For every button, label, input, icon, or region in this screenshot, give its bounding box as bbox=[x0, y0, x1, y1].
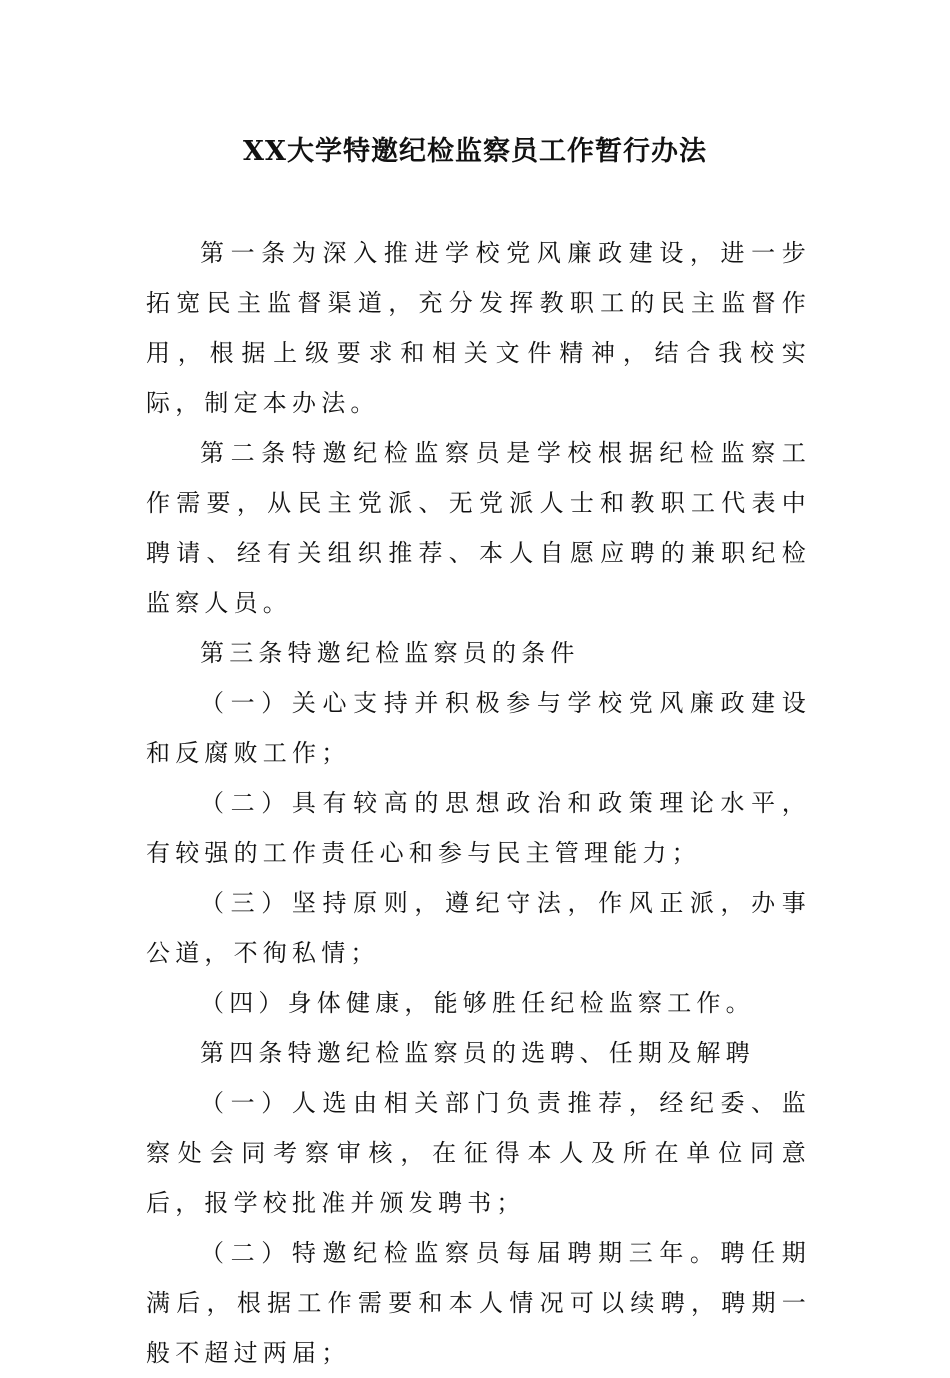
article-2-paragraph: 第二条特邀纪检监察员是学校根据纪检监察工作需要，从民主党派、无党派人士和教职工代表中聘请、经有关组织推荐、本人自愿应聘的兼职纪检监察人员。 bbox=[146, 439, 811, 617]
document-title: XX大学特邀纪检监察员工作暂行办法 bbox=[243, 136, 707, 167]
article-4-item-2: （二）特邀纪检监察员每届聘期三年。聘任期满后，根据工作需要和本人情况可以续聘，聘期一般不超过两届； bbox=[146, 1239, 811, 1367]
article-3-item-2: （二）具有较高的思想政治和政策理论水平，有较强的工作责任心和参与民主管理能力； bbox=[146, 789, 811, 867]
article-1-paragraph: 第一条为深入推进学校党风廉政建设，进一步拓宽民主监督渠道，充分发挥教职工的民主监督作用，根据上级要求和相关文件精神，结合我校实际，制定本办法。 bbox=[146, 239, 811, 417]
article-4-heading: 第四条特邀纪检监察员的选聘、任期及解聘 bbox=[200, 1039, 755, 1067]
document-body bbox=[146, 228, 811, 1378]
article-3-item-1: （一）关心支持并积极参与学校党风廉政建设和反腐败工作； bbox=[146, 689, 811, 767]
article-3-heading: 第三条特邀纪检监察员的条件 bbox=[200, 639, 580, 667]
article-4-item-1: （一）人选由相关部门负责推荐，经纪委、监察处会同考察审核，在征得本人及所在单位同意后，报学校批准并颁发聘书； bbox=[146, 1089, 811, 1217]
article-3-item-3: （三）坚持原则，遵纪守法，作风正派，办事公道，不徇私情； bbox=[146, 889, 811, 967]
article-3-item-4: （四）身体健康，能够胜任纪检监察工作。 bbox=[200, 989, 755, 1017]
